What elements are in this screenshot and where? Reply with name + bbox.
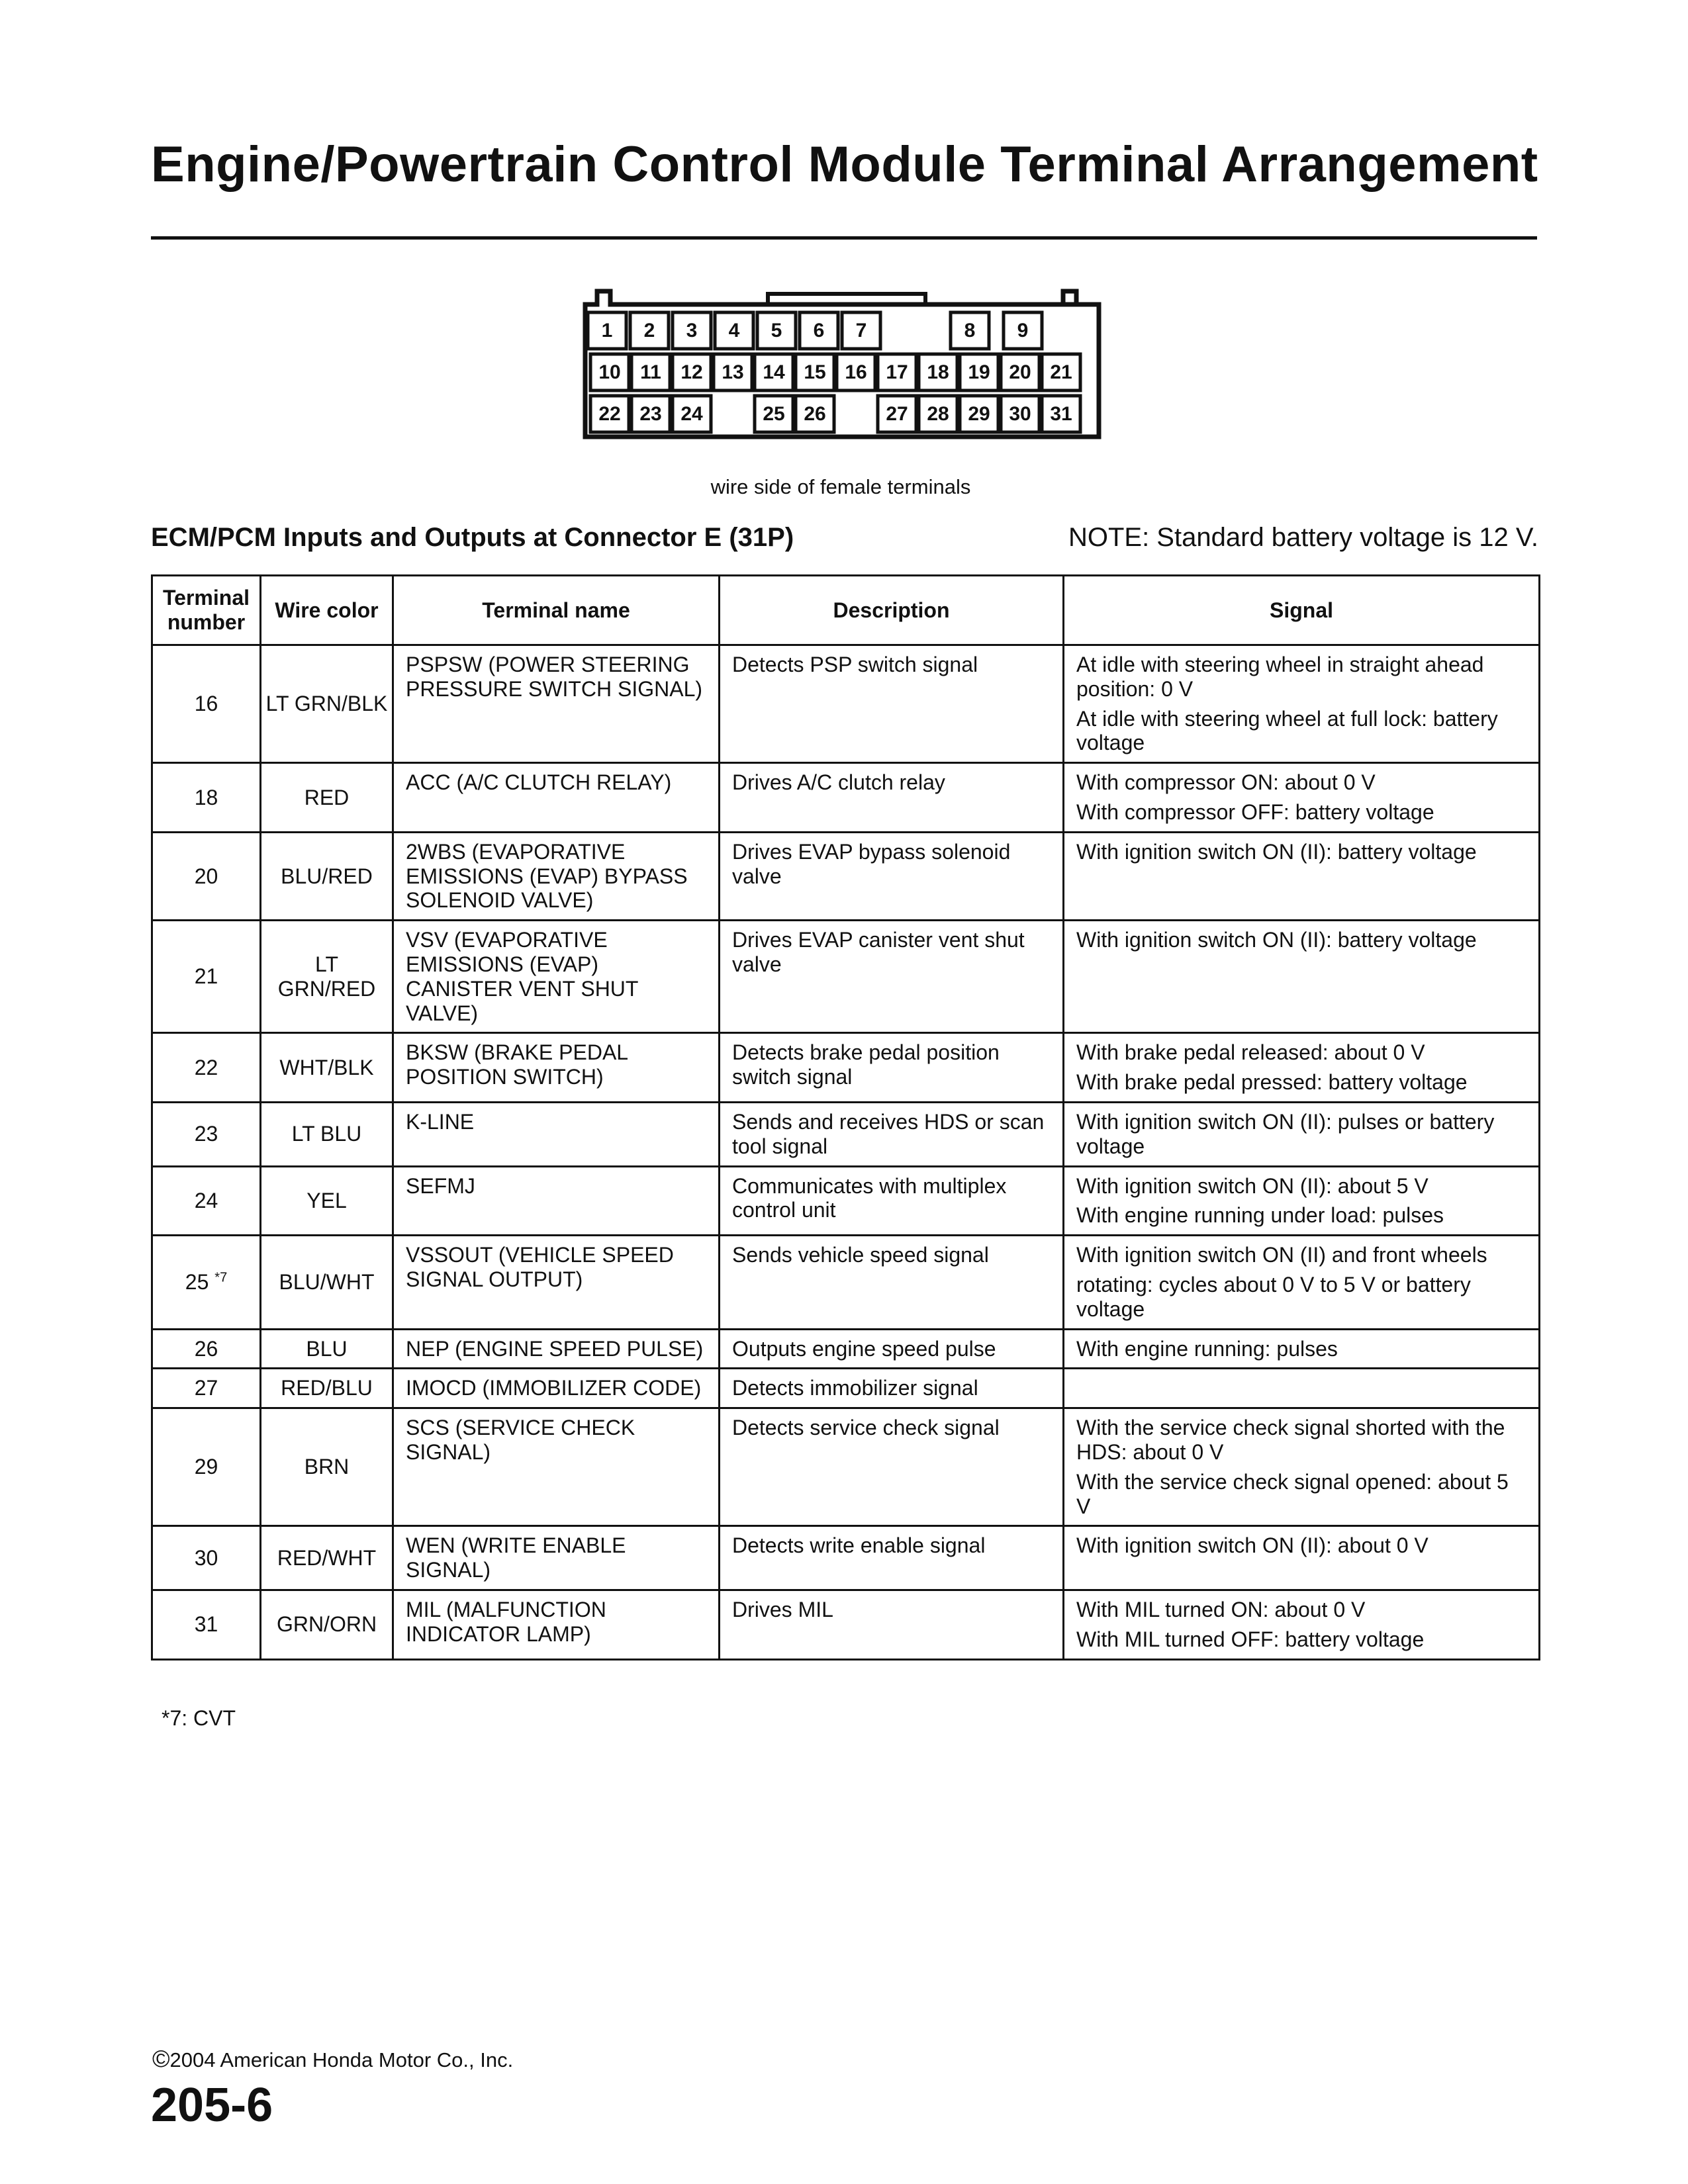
signal-line: With brake pedal pressed: battery voltage	[1076, 1070, 1468, 1095]
description-cell: Detects immobilizer signal	[720, 1369, 1064, 1408]
description-cell: Drives EVAP bypass solenoid valve	[720, 832, 1064, 920]
terminal-label: 4	[728, 320, 740, 341]
terminal-label: 20	[1009, 361, 1031, 383]
terminal-label: 28	[927, 403, 949, 425]
table-header-row	[152, 576, 1540, 645]
terminal-number: 25	[185, 1269, 209, 1294]
terminal-name-cell: K-LINE	[393, 1102, 720, 1166]
copyright-text: 2004 American Honda Motor Co., Inc.	[169, 2048, 514, 2071]
terminal-name-cell: ACC (A/C CLUTCH RELAY)	[393, 763, 720, 833]
wire-color-cell: RED/WHT	[261, 1526, 393, 1590]
terminal-number-cell	[152, 921, 261, 1033]
wire-color-cell: RED	[261, 763, 393, 833]
terminal-number: 26	[194, 1336, 218, 1361]
terminal-name-cell: VSV (EVAPORATIVE EMISSIONS (EVAP) CANISTER VENT SHUT VALVE)	[393, 921, 720, 1033]
table-row	[152, 1166, 1540, 1236]
terminal-number-cell	[152, 1329, 261, 1369]
header-terminal-name: Terminal name	[393, 576, 720, 645]
terminal-number-cell	[152, 1102, 261, 1166]
terminal-number-cell	[152, 1166, 261, 1236]
table-row	[152, 763, 1540, 833]
signal-line: With ignition switch ON (II): about 5 V	[1076, 1173, 1429, 1198]
signal-line: With engine running: pulses	[1076, 1336, 1338, 1361]
signal-cell	[1064, 1590, 1540, 1659]
terminal-label: 29	[968, 403, 990, 425]
wire-color-cell: RED/BLU	[261, 1369, 393, 1408]
terminal-number: 18	[194, 785, 218, 809]
copyright-symbol: ©	[152, 2045, 170, 2072]
terminal-number: 24	[194, 1188, 218, 1212]
connector-diagram	[576, 285, 1105, 450]
terminal-label: 23	[639, 403, 662, 425]
signal-line: With MIL turned OFF: battery voltage	[1076, 1627, 1425, 1651]
table-row	[152, 1590, 1540, 1659]
signal-cell	[1064, 1329, 1540, 1369]
signal-line: rotating: cycles about 0 V to 5 V or battery voltage	[1076, 1272, 1471, 1321]
terminal-label: 31	[1050, 403, 1072, 425]
terminal-name-cell: BKSW (BRAKE PEDAL POSITION SWITCH)	[393, 1033, 720, 1103]
table-row	[152, 1526, 1540, 1590]
terminal-number-cell	[152, 1526, 261, 1590]
terminal-label: 21	[1050, 361, 1072, 383]
terminal-number: 30	[194, 1545, 218, 1570]
section-heading: ECM/PCM Inputs and Outputs at Connector E (31P)	[151, 523, 794, 552]
table-row	[152, 1329, 1540, 1369]
description-cell: Drives A/C clutch relay	[720, 763, 1064, 833]
signal-cell	[1064, 1408, 1540, 1526]
wire-color-cell: BLU	[261, 1329, 393, 1369]
terminal-name-cell: IMOCD (IMMOBILIZER CODE)	[393, 1369, 720, 1408]
terminal-name-cell: 2WBS (EVAPORATIVE EMISSIONS (EVAP) BYPASS SOLENOID VALVE)	[393, 832, 720, 920]
description-cell: Detects write enable signal	[720, 1526, 1064, 1590]
table-row	[152, 1369, 1540, 1408]
title-divider	[151, 236, 1537, 240]
signal-cell	[1064, 1236, 1540, 1329]
terminal-number: 29	[194, 1455, 218, 1479]
terminal-label: 10	[598, 361, 621, 383]
signal-cell	[1064, 763, 1540, 833]
terminal-name-cell: MIL (MALFUNCTION INDICATOR LAMP)	[393, 1590, 720, 1659]
signal-line: With ignition switch ON (II): battery voltage	[1076, 928, 1477, 952]
terminal-label: 14	[763, 361, 785, 383]
description-cell: Detects PSP switch signal	[720, 645, 1064, 763]
copyright	[152, 2045, 513, 2073]
signal-line: With MIL turned ON: about 0 V	[1076, 1597, 1366, 1621]
wire-color-cell: BLU/RED	[261, 832, 393, 920]
table-row	[152, 1408, 1540, 1526]
description-cell: Sends and receives HDS or scan tool signal	[720, 1102, 1064, 1166]
terminal-number: 23	[194, 1122, 218, 1146]
terminal-label: 30	[1009, 403, 1031, 425]
wire-color-cell: YEL	[261, 1166, 393, 1236]
connector-svg	[576, 285, 1105, 450]
terminal-label: 12	[680, 361, 703, 383]
terminal-number-cell	[152, 832, 261, 920]
signal-line: With engine running under load: pulses	[1076, 1203, 1444, 1228]
terminal-name-cell: PSPSW (POWER STEERING PRESSURE SWITCH SIGNAL)	[393, 645, 720, 763]
terminal-label: 15	[804, 361, 826, 383]
signal-line: At idle with steering wheel at full lock: battery voltage	[1076, 706, 1498, 755]
terminal-number-cell	[152, 1408, 261, 1526]
signal-line: With ignition switch ON (II): pulses or battery voltage	[1076, 1109, 1495, 1158]
terminal-label: 11	[640, 361, 661, 383]
terminal-label: 17	[886, 361, 908, 383]
terminal-number: 21	[194, 964, 218, 989]
wire-color-cell: WHT/BLK	[261, 1033, 393, 1103]
wire-color-cell: GRN/ORN	[261, 1590, 393, 1659]
header-terminal-number: Terminal number	[152, 576, 261, 645]
page-title: Engine/Powertrain Control Module Terminal Arrangement	[151, 136, 1538, 193]
description-cell: Detects brake pedal position switch signal	[720, 1033, 1064, 1103]
signal-cell	[1064, 1166, 1540, 1236]
terminal-label: 13	[722, 361, 744, 383]
description-cell: Communicates with multiplex control unit	[720, 1166, 1064, 1236]
signal-cell	[1064, 1369, 1540, 1408]
page-number: 205-6	[151, 2079, 273, 2132]
wire-color-cell: LT GRN/BLK	[261, 645, 393, 763]
header-wire-color: Wire color	[261, 576, 393, 645]
terminal-number-cell	[152, 1236, 261, 1329]
table-row	[152, 1236, 1540, 1329]
terminal-table	[151, 574, 1540, 1661]
terminal-number: 31	[194, 1612, 218, 1637]
wire-color-cell: LT GRN/RED	[261, 921, 393, 1033]
terminal-number: 20	[194, 864, 218, 888]
terminal-number: 27	[194, 1376, 218, 1400]
terminal-number-cell	[152, 763, 261, 833]
signal-line: At idle with steering wheel in straight ahead position: 0 V	[1076, 653, 1484, 701]
signal-cell	[1064, 921, 1540, 1033]
signal-cell	[1064, 1033, 1540, 1103]
terminal-name-cell: NEP (ENGINE SPEED PULSE)	[393, 1329, 720, 1369]
connector-terminals	[588, 312, 1080, 432]
terminal-number-cell	[152, 1590, 261, 1659]
terminal-name-cell: WEN (WRITE ENABLE SIGNAL)	[393, 1526, 720, 1590]
terminal-label: 27	[886, 403, 908, 425]
table-row	[152, 832, 1540, 920]
description-cell: Sends vehicle speed signal	[720, 1236, 1064, 1329]
terminal-label: 22	[598, 403, 621, 425]
terminal-label: 2	[643, 320, 655, 341]
voltage-note: NOTE: Standard battery voltage is 12 V.	[1068, 523, 1538, 552]
terminal-label: 18	[927, 361, 949, 383]
signal-line: With the service check signal shorted with the HDS: about 0 V	[1076, 1416, 1505, 1464]
signal-line: With ignition switch ON (II) and front wheels	[1076, 1243, 1487, 1267]
wire-color-cell: BRN	[261, 1408, 393, 1526]
signal-cell	[1064, 645, 1540, 763]
terminal-label: 7	[855, 320, 867, 341]
terminal-number: 22	[194, 1055, 218, 1079]
terminal-number-cell	[152, 1369, 261, 1408]
header-description: Description	[720, 576, 1064, 645]
description-cell: Drives MIL	[720, 1590, 1064, 1659]
table-row	[152, 1033, 1540, 1103]
signal-line: With the service check signal opened: about 5 V	[1076, 1469, 1509, 1518]
signal-line: With compressor ON: about 0 V	[1076, 770, 1376, 795]
description-cell: Outputs engine speed pulse	[720, 1329, 1064, 1369]
terminal-label: 9	[1017, 320, 1029, 341]
terminal-number: 16	[194, 692, 218, 716]
description-cell: Drives EVAP canister vent shut valve	[720, 921, 1064, 1033]
table-row	[152, 921, 1540, 1033]
signal-cell	[1064, 1526, 1540, 1590]
signal-cell	[1064, 1102, 1540, 1166]
signal-line: With compressor OFF: battery voltage	[1076, 799, 1434, 824]
terminal-label: 1	[601, 320, 613, 341]
connector-caption: wire side of female terminals	[710, 475, 971, 498]
wire-color-cell: LT BLU	[261, 1102, 393, 1166]
terminal-label: 6	[813, 320, 825, 341]
description-cell: Detects service check signal	[720, 1408, 1064, 1526]
footnote-marker: *7	[214, 1270, 228, 1285]
wire-color-cell: BLU/WHT	[261, 1236, 393, 1329]
terminal-label: 8	[964, 320, 976, 341]
terminal-label: 24	[680, 403, 703, 425]
terminal-number-cell	[152, 1033, 261, 1103]
footnote: *7: CVT	[162, 1706, 236, 1730]
terminal-number-cell	[152, 645, 261, 763]
signal-cell	[1064, 832, 1540, 920]
terminal-name-cell: VSSOUT (VEHICLE SPEED SIGNAL OUTPUT)	[393, 1236, 720, 1329]
terminal-label: 19	[968, 361, 990, 383]
header-signal: Signal	[1064, 576, 1540, 645]
terminal-label: 26	[804, 403, 826, 425]
signal-line: With brake pedal released: about 0 V	[1076, 1040, 1425, 1065]
terminal-label: 3	[686, 320, 698, 341]
terminal-name-cell: SCS (SERVICE CHECK SIGNAL)	[393, 1408, 720, 1526]
terminal-label: 16	[845, 361, 867, 383]
terminal-label: 5	[771, 320, 782, 341]
signal-line: With ignition switch ON (II): about 0 V	[1076, 1533, 1429, 1558]
terminal-name-cell: SEFMJ	[393, 1166, 720, 1236]
table-row	[152, 645, 1540, 763]
signal-line: With ignition switch ON (II): battery voltage	[1076, 839, 1477, 864]
table-row	[152, 1102, 1540, 1166]
terminal-label: 25	[763, 403, 785, 425]
